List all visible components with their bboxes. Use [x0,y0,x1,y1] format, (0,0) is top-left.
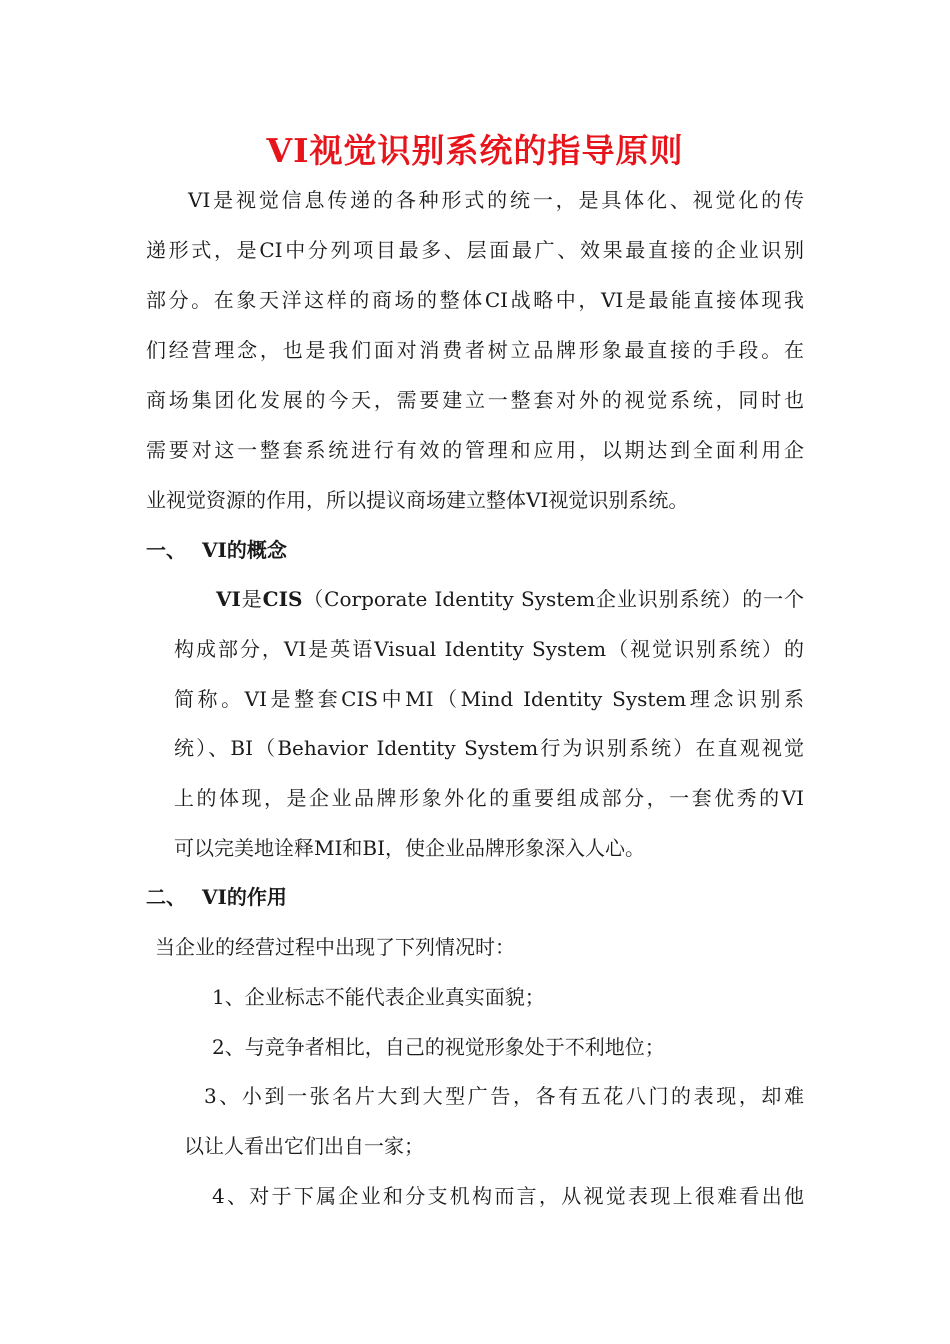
section1-line-5: 上的体现，是企业品牌形象外化的重要组成部分，一套优秀的VI [174,786,804,810]
intro-line-1: VI是视觉信息传递的各种形式的统一，是具体化、视觉化的传 [188,188,804,212]
section2-heading: VI的作用 [202,885,287,909]
section1-line1-text-a: 是 [240,587,263,611]
intro-line-7: 业视觉资源的作用，所以提议商场建立整体VI视觉识别系统。 [146,488,689,512]
section1-line-4: 统）、BI（Behavior Identity System行为识别系统）在直观视觉 [174,736,804,760]
list-item-1: 1、企业标志不能代表企业真实面貌； [212,985,545,1009]
list-item-3-continued: 以让人看出它们出自一家； [184,1134,424,1158]
intro-line-5: 商场集团化发展的今天，需要建立一整套对外的视觉系统，同时也 [146,388,804,412]
intro-line-4: 们经营理念，也是我们面对消费者树立品牌形象最直接的手段。在 [146,338,804,362]
list-item-3: 3、小到一张名片大到大型广告，各有五花八门的表现，却难 [204,1084,804,1108]
vi-term: VI [216,587,241,611]
cis-term: CIS [262,587,303,611]
section1-heading: VI的概念 [202,538,287,562]
section1-number: 一、 [146,538,186,562]
section1-line-1 [216,584,804,614]
list-item-4: 4、对于下属企业和分支机构而言，从视觉表现上很难看出他 [212,1184,804,1208]
section1-line-2: 构成部分，VI是英语Visual Identity System（视觉识别系统）的 [174,637,804,661]
section1-line-6: 可以完美地诠释MI和BI，使企业品牌形象深入人心。 [174,836,645,860]
section2-lead: 当企业的经营过程中出现了下列情况时： [155,935,515,959]
section1-line1-text-b: （Corporate Identity System企业识别系统）的一个 [302,587,804,611]
intro-line-2: 递形式，是CI中分列项目最多、层面最广、效果最直接的企业识别 [146,238,804,262]
document-title: VI视觉识别系统的指导原则 [266,131,684,170]
section1-line-3: 简称。VI是整套CIS中MI（Mind Identity System理念识别系 [174,687,804,711]
list-item-2: 2、与竞争者相比，自己的视觉形象处于不利地位； [212,1035,665,1059]
section2-number: 二、 [146,885,186,909]
intro-line-3: 部分。在象天洋这样的商场的整体CI战略中，VI是最能直接体现我 [146,288,804,312]
intro-line-6: 需要对这一整套系统进行有效的管理和应用，以期达到全面利用企 [146,438,804,462]
